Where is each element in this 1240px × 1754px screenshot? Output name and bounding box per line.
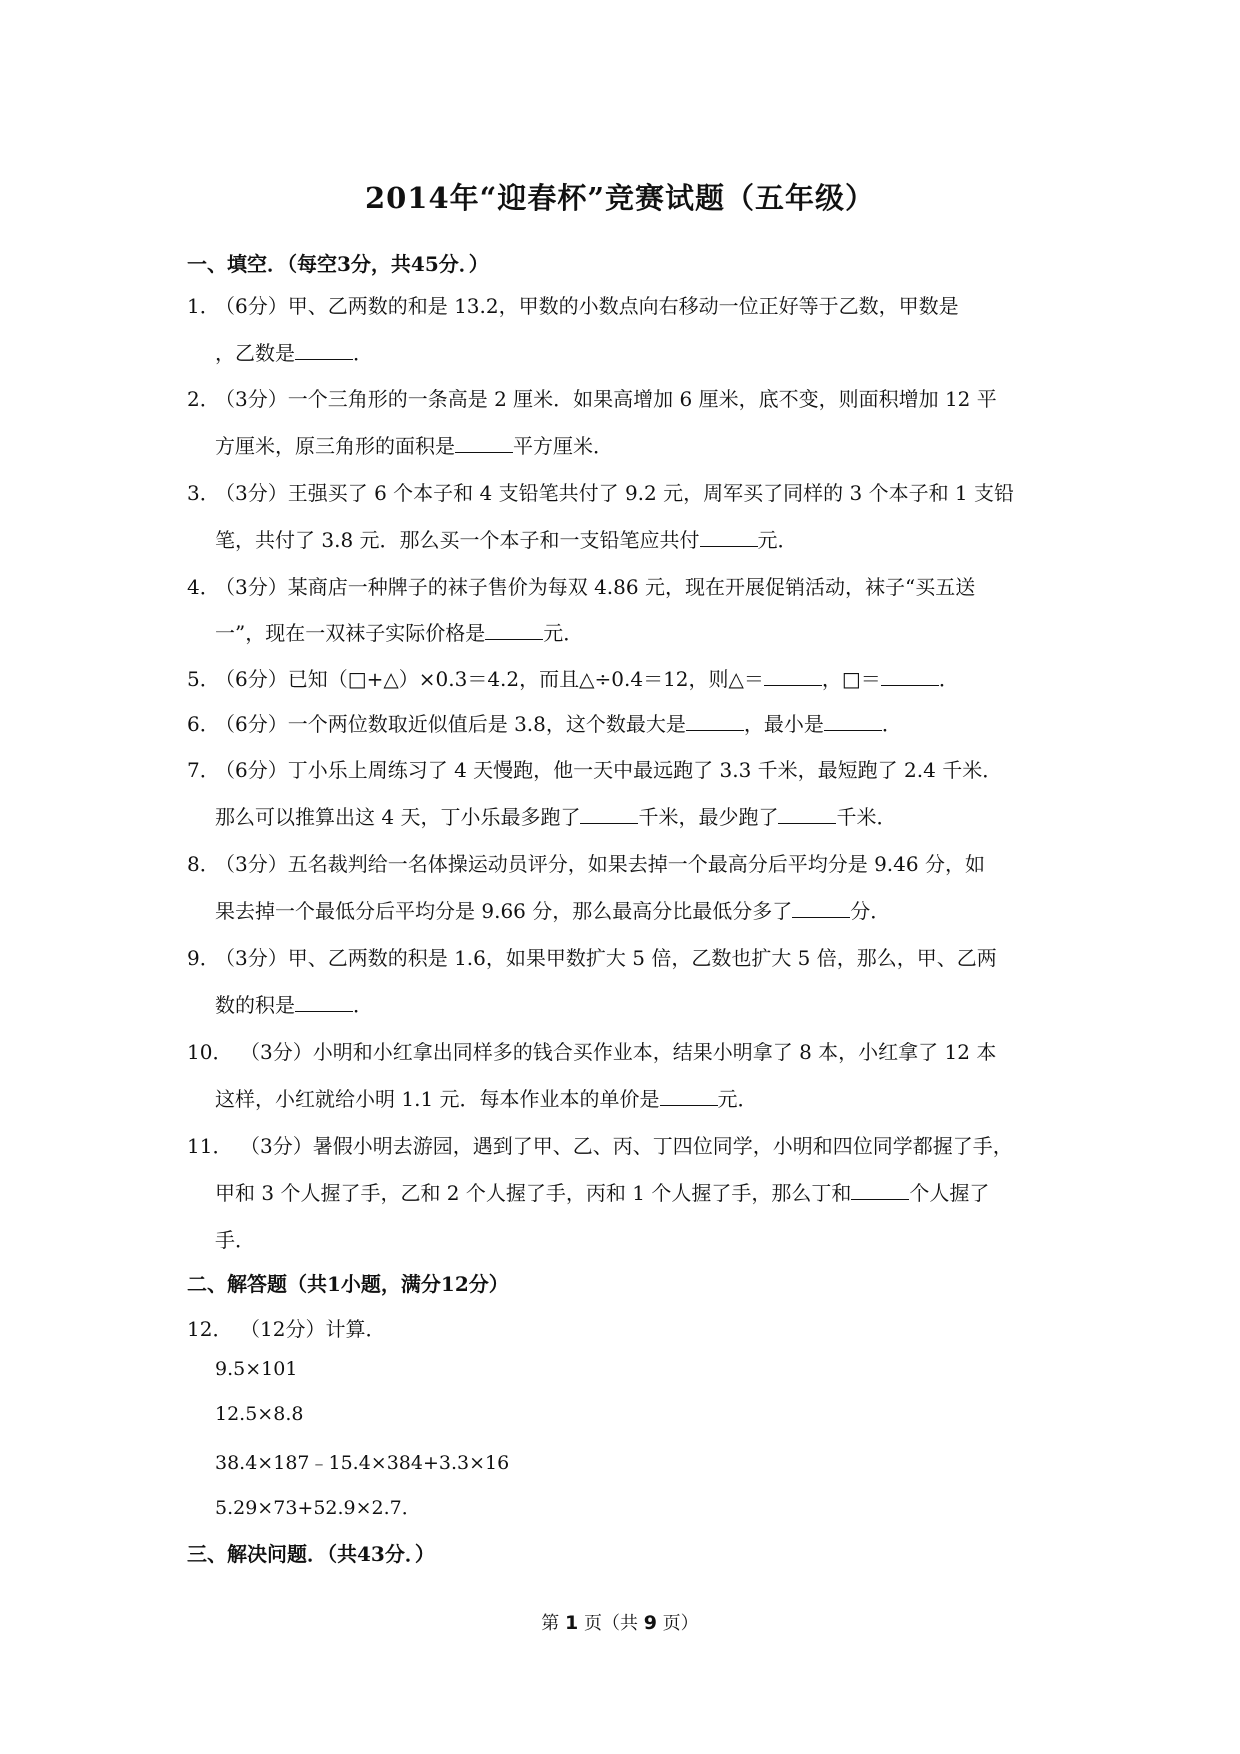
question-text-part: ． — [881, 712, 902, 736]
question-text — [215, 708, 902, 737]
question-text-part: 方厘米，原三角形的面积是 — [215, 434, 455, 458]
question-number: 3． — [187, 481, 220, 505]
question-text: （3分）一个三角形的一条高是 2 厘米．如果高增加 6 厘米，底不变，则面积增加 12 平 — [215, 387, 997, 411]
question-text-part: 甲和 3 个人握了手，乙和 2 个人握了手，丙和 1 个人握了手，那么丁和 — [215, 1181, 852, 1205]
page-title: 2014年“迎春杯”竞赛试题（五年级） — [364, 181, 876, 215]
question-number: 6． — [187, 712, 220, 736]
question-text-part: 元． — [717, 1087, 758, 1111]
calc-item: 5.29×73+52.9×2.7． — [215, 1497, 421, 1519]
calc-item: 9.5×101 — [215, 1358, 298, 1380]
question-text-part: 平方厘米． — [513, 434, 613, 458]
question-text-line2 — [215, 337, 373, 366]
question-text: （3分）暑假小明去游园，遇到了甲、乙、丙、丁四位同学，小明和四位同学都握了手， — [240, 1134, 1013, 1158]
question-text-part: 数的积是 — [215, 993, 295, 1017]
question-number: 8． — [187, 852, 220, 876]
question-text-line2 — [215, 1177, 989, 1206]
question-text-part: 元． — [543, 621, 584, 645]
question-text-line2 — [215, 1083, 758, 1112]
page-footer — [0, 1609, 1240, 1635]
question-text-part: 一”，现在一双袜子实际价格是 — [215, 621, 486, 645]
question-number: 1． — [187, 294, 220, 318]
question-text-line3: 手． — [215, 1228, 255, 1252]
question-text-line2 — [215, 524, 798, 553]
question-text-part: （6分）已知（□+△）×0.3＝4.2，而且△÷0.4＝12，则△＝ — [215, 667, 764, 691]
question-text — [215, 663, 959, 692]
question-number: 5． — [187, 667, 220, 691]
question-text-part: 个人握了 — [909, 1181, 990, 1205]
section-heading-solve: 三、解决问题．（共43分．） — [187, 1542, 435, 1566]
footer-page-number: 1 — [565, 1612, 579, 1634]
answer-blank — [764, 667, 822, 686]
question-text-part: ． — [938, 667, 959, 691]
question-text: （3分）五名裁判给一名体操运动员评分，如果去掉一个最高分后平均分是 9.46 分，如 — [215, 852, 985, 876]
question-text-part: ． — [353, 341, 373, 365]
question-number: 2． — [187, 387, 220, 411]
question-text: （6分）甲、乙两数的和是 13.2，甲数的小数点向右移动一位正好等于乙数，甲数是 — [215, 294, 959, 318]
question-text-line2 — [215, 430, 613, 459]
question-number: 12． — [187, 1317, 233, 1341]
answer-blank — [851, 1181, 909, 1200]
answer-blank — [700, 528, 758, 547]
question-number: 9． — [187, 946, 220, 970]
answer-blank — [778, 805, 836, 824]
footer-total-pages: 9 — [643, 1612, 657, 1634]
answer-blank — [485, 621, 543, 640]
footer-suffix: 页） — [656, 1613, 699, 1634]
question-text: （12分）计算． — [240, 1317, 386, 1341]
question-text: （3分）小明和小红拿出同样多的钱合买作业本，结果小明拿了 8 本，小红拿了 12 本 — [240, 1040, 997, 1064]
answer-blank — [295, 341, 353, 360]
answer-blank — [686, 712, 744, 731]
footer-middle: 页（共 — [578, 1613, 644, 1634]
question-text-part: ． — [353, 993, 373, 1017]
question-text-line2 — [215, 617, 583, 646]
question-number: 10． — [187, 1040, 233, 1064]
question-text-part: 千米，最少跑了 — [638, 805, 779, 829]
question-text-part: 元． — [757, 528, 798, 552]
question-text-part: ，最小是 — [743, 712, 824, 736]
section-heading-answer: 二、解答题（共1小题，满分12分） — [187, 1272, 509, 1296]
answer-blank — [792, 899, 850, 918]
question-number: 11． — [187, 1134, 233, 1158]
question-text: （6分）丁小乐上周练习了 4 天慢跑，他一天中最远跑了 3.3 千米，最短跑了 2.4 千米． — [215, 758, 1003, 782]
question-number: 7． — [187, 758, 220, 782]
question-text-part: 果去掉一个最低分后平均分是 9.66 分，那么最高分比最低分多了 — [215, 899, 793, 923]
answer-blank — [455, 434, 513, 453]
question-text: （3分）甲、乙两数的积是 1.6，如果甲数扩大 5 倍，乙数也扩大 5 倍，那么，甲、乙两 — [215, 946, 997, 970]
question-text-part: （6分）一个两位数取近似值后是 3.8，这个数最大是 — [215, 712, 686, 736]
calc-item: 12.5×8.8 — [215, 1403, 304, 1425]
question-text-part: ，□＝ — [821, 667, 881, 691]
question-text: （3分）王强买了 6 个本子和 4 支铅笔共付了 9.2 元，周军买了同样的 3 个本子和 1 支铅 — [215, 481, 1015, 505]
question-text-line2 — [215, 801, 896, 830]
question-text: （3分）某商店一种牌子的袜子售价为每双 4.86 元，现在开展促销活动，袜子“买五送 — [215, 575, 976, 599]
calc-item: 38.4×187﹣15.4×384+3.3×16 — [215, 1452, 510, 1474]
answer-blank — [580, 805, 638, 824]
question-text-part: 笔，共付了 3.8 元．那么买一个本子和一支铅笔应共付 — [215, 528, 700, 552]
question-text-part: 那么可以推算出这 4 天，丁小乐最多跑了 — [215, 805, 581, 829]
answer-blank — [295, 993, 353, 1012]
footer-prefix: 第 — [541, 1613, 566, 1634]
question-text-part: ，乙数是 — [215, 341, 295, 365]
answer-blank — [660, 1087, 718, 1106]
question-text-part: 这样，小红就给小明 1.1 元．每本作业本的单价是 — [215, 1087, 660, 1111]
question-text-part: 千米． — [836, 805, 897, 829]
question-text-part: 分． — [850, 899, 891, 923]
question-number: 4． — [187, 575, 220, 599]
question-text-line2 — [215, 895, 890, 924]
answer-blank — [881, 667, 939, 686]
answer-blank — [824, 712, 882, 731]
question-text-line2 — [215, 989, 373, 1018]
section-heading-fill-in: 一、填空．（每空3分，共45分．） — [187, 252, 489, 276]
